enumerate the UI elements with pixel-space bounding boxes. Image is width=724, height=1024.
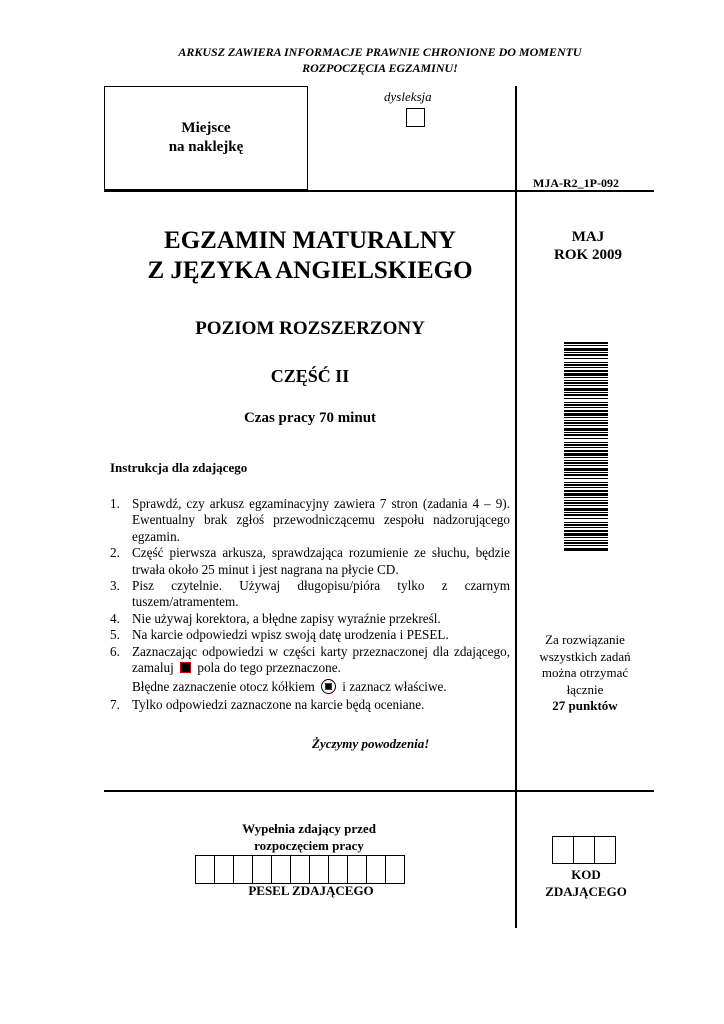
- exam-month: MAJ: [571, 229, 605, 245]
- instructions-title: Instrukcja dla zdającego: [110, 460, 248, 475]
- pesel-digit-cell[interactable]: [366, 855, 386, 884]
- exam-part: CZĘŚĆ II: [270, 366, 350, 386]
- exam-level: POZIOM ROZSZERZONY: [195, 318, 425, 339]
- instruction-item: 6. Zaznaczając odpowiedzi w części karty przeznaczonej dla zdającego, zamaluj pola do tego przeznaczone. Błędne zaznaczenie otocz kółkiem i zaznacz właściwe.: [110, 643, 510, 695]
- instruction-item: 3. Pisz czytelnie. Używaj długopisu/pióra tylko z czarnym tuszem/atramentem.: [110, 578, 510, 610]
- pesel-digit-cell[interactable]: [252, 855, 272, 884]
- top-divider: [104, 190, 654, 192]
- kod-label: KOD ZDAJĄCEGO: [545, 867, 627, 899]
- fill-in-title: Wypełnia zdający przed rozpoczęciem pracy: [242, 821, 376, 853]
- exam-year: ROK 2009: [554, 247, 622, 263]
- instruction-item: 4. Nie używaj korektora, a błędne zapisy wyraźnie przekreśl.: [110, 610, 441, 626]
- pesel-label: PESEL ZDAJĄCEGO: [248, 883, 374, 898]
- instructions-list: [110, 496, 510, 714]
- kod-field[interactable]: [553, 836, 616, 864]
- dyslexia-label: dysleksja: [384, 89, 432, 104]
- exam-date: [520, 228, 656, 264]
- vertical-divider: [515, 86, 517, 928]
- pesel-digit-cell[interactable]: [347, 855, 367, 884]
- sticker-label-line1: Miejsce: [181, 120, 231, 136]
- pesel-digit-cell[interactable]: [328, 855, 348, 884]
- instruction-item: 7. Tylko odpowiedzi zaznaczone na karcie będą oceniane.: [110, 697, 425, 713]
- legal-notice-line2: ROZPOCZĘCIA EGZAMINU!: [302, 61, 458, 75]
- points-total: 27 punktów: [552, 698, 618, 713]
- pesel-digit-cell[interactable]: [290, 855, 310, 884]
- sticker-box: [104, 86, 308, 190]
- instruction-item: 2. Część pierwsza arkusza, sprawdzająca rozumienie ze słuchu, będzie trwała około 25 minut i jest nagrana na płycie CD.: [110, 545, 510, 577]
- filled-square-icon: [180, 662, 191, 673]
- pesel-digit-cell[interactable]: [309, 855, 329, 884]
- exam-code: MJA-R2_1P-092: [533, 176, 619, 190]
- instruction-item: 5. Na karcie odpowiedzi wpisz swoją datę urodzenia i PESEL.: [110, 627, 449, 643]
- points-info: Za rozwiązanie wszystkich zadań można otrzymać łącznie 27 punktów: [539, 632, 631, 713]
- pesel-digit-cell[interactable]: [271, 855, 291, 884]
- exam-duration: Czas pracy 70 minut: [243, 410, 377, 426]
- pesel-digit-cell[interactable]: [214, 855, 234, 884]
- legal-notice: [100, 44, 660, 76]
- pesel-field[interactable]: [196, 855, 405, 884]
- kod-digit-cell[interactable]: [573, 836, 595, 864]
- dyslexia-checkbox[interactable]: [406, 108, 425, 127]
- kod-digit-cell[interactable]: [594, 836, 616, 864]
- exam-title: [104, 226, 516, 286]
- exam-title-line2: Z JĘZYKA ANGIELSKIEGO: [147, 257, 473, 284]
- sticker-label-line2: na naklejkę: [168, 139, 244, 155]
- pesel-digit-cell[interactable]: [385, 855, 405, 884]
- exam-title-line1: EGZAMIN MATURALNY: [164, 227, 456, 254]
- legal-notice-line1: ARKUSZ ZAWIERA INFORMACJE PRAWNIE CHRONIONE DO MOMENTU: [178, 45, 582, 59]
- pesel-digit-cell[interactable]: [195, 855, 215, 884]
- barcode: [564, 342, 608, 552]
- pesel-digit-cell[interactable]: [233, 855, 253, 884]
- circled-square-icon: [321, 679, 336, 694]
- instruction-item: 1. Sprawdź, czy arkusz egzaminacyjny zawiera 7 stron (zadania 4 – 9). Ewentualny brak zgłoś przewodniczącemu zespołu nadzorującego egzamin.: [110, 496, 510, 544]
- good-luck-text: Życzymy powodzenia!: [312, 736, 430, 751]
- bottom-divider: [104, 790, 654, 792]
- kod-digit-cell[interactable]: [552, 836, 574, 864]
